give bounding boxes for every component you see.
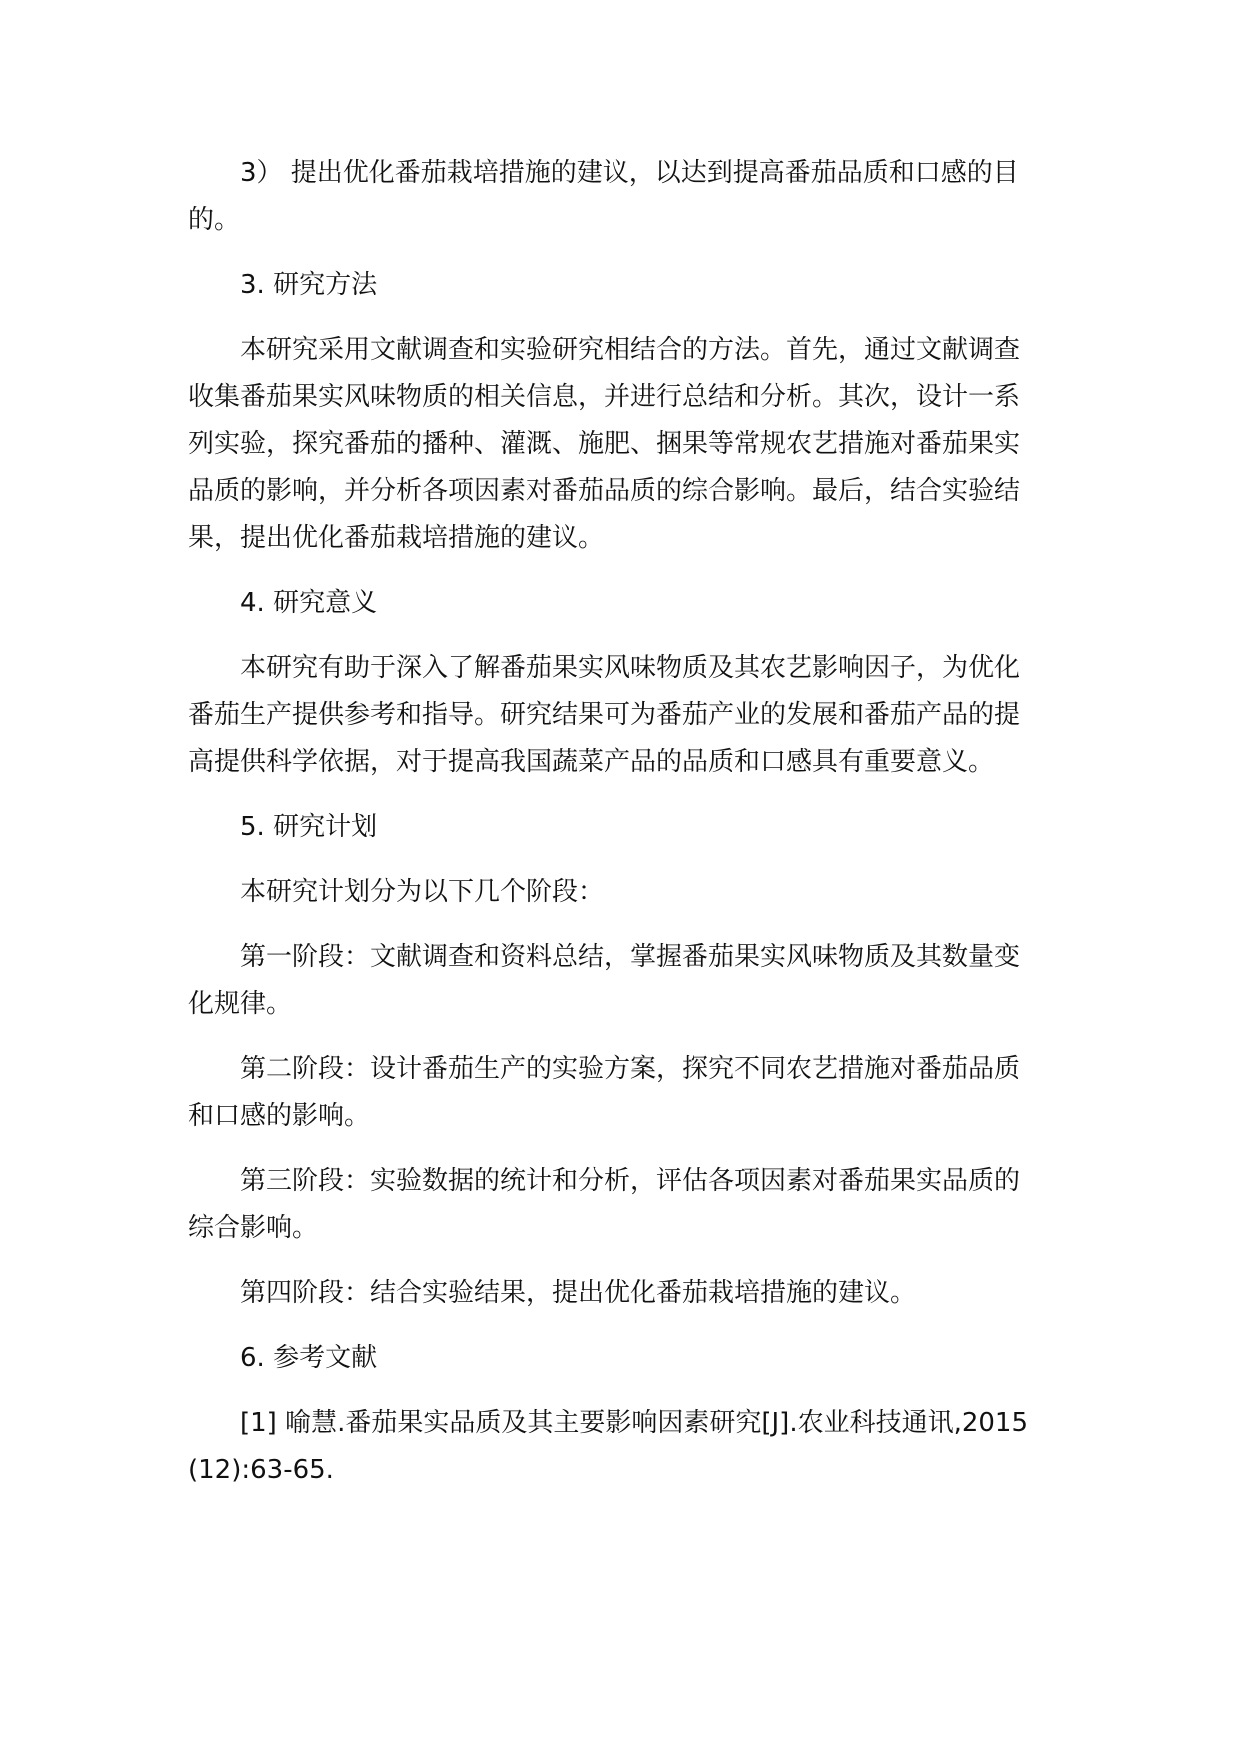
reference-1: [1] 喻慧.番茄果实品质及其主要影响因素研究[J].农业科技通讯,2015(12):63-65.	[188, 1408, 1029, 1485]
significance-paragraph: 本研究有助于深入了解番茄果实风味物质及其农艺影响因子，为优化番茄生产提供参考和指导。研究结果可为番茄产业的发展和番茄产品的提高提供科学依据，对于提高我国蔬菜产品的品质和口感具有重要意义。	[188, 653, 1021, 777]
stage-2-paragraph: 第二阶段：设计番茄生产的实验方案，探究不同农艺措施对番茄品质和口感的影响。	[188, 1054, 1021, 1131]
methods-paragraph: 本研究采用文献调查和实验研究相结合的方法。首先，通过文献调查收集番茄果实风味物质的相关信息，并进行总结和分析。其次，设计一系列实验，探究番茄的播种、灌溉、施肥、捆果等常规农艺措施对番茄果实品质的影响，并分析各项因素对番茄品质的综合影响。最后，结合实验结果，提出优化番茄栽培措施的建议。	[188, 335, 1021, 553]
plan-intro-paragraph: 本研究计划分为以下几个阶段：	[240, 877, 605, 907]
document-body	[188, 150, 1038, 1494]
stage-3-paragraph: 第三阶段：实验数据的统计和分析，评估各项因素对番茄果实品质的综合影响。	[188, 1166, 1021, 1243]
list-item-3: 3） 提出优化番茄栽培措施的建议，以达到提高番茄品质和口感的目的。	[188, 158, 1019, 235]
section-heading-significance: 4. 研究意义	[240, 588, 378, 618]
section-heading-plan: 5. 研究计划	[240, 812, 378, 842]
section-heading-references: 6. 参考文献	[240, 1343, 378, 1373]
stage-4-paragraph: 第四阶段：结合实验结果，提出优化番茄栽培措施的建议。	[240, 1278, 917, 1308]
section-heading-methods: 3. 研究方法	[240, 270, 378, 300]
stage-1-paragraph: 第一阶段：文献调查和资料总结，掌握番茄果实风味物质及其数量变化规律。	[188, 942, 1021, 1019]
